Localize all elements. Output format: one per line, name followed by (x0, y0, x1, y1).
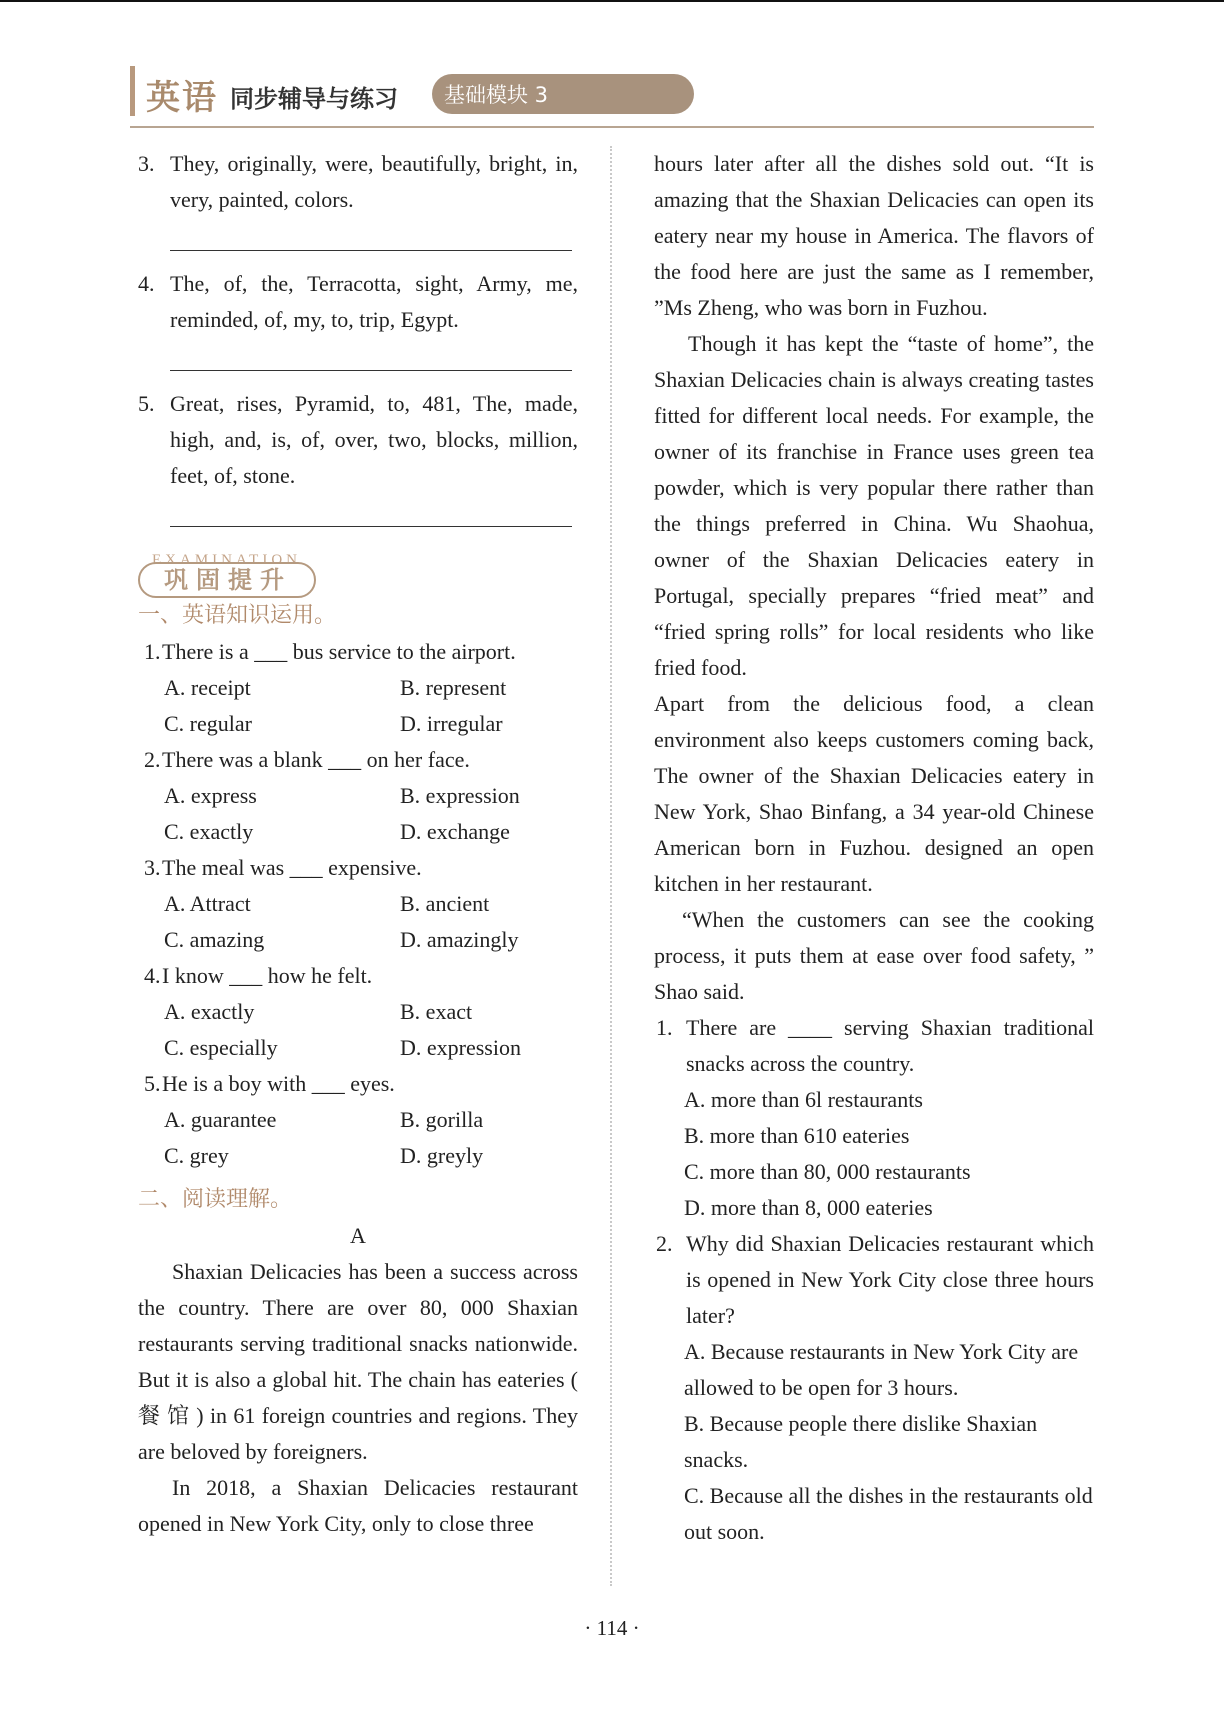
passage-label: A (350, 1223, 366, 1248)
header-accent-bar (130, 66, 135, 116)
section-2-title: 二、阅读理解。 (138, 1187, 293, 1212)
option-a[interactable]: A. receipt (164, 675, 251, 700)
mc-question-5: 5. He is a boy with ___ eyes. (144, 1071, 395, 1096)
examination-title: 巩固提升 (164, 566, 292, 594)
header-rule (130, 126, 1094, 128)
option-b[interactable]: B. gorilla (400, 1107, 484, 1132)
reading-q2-option-a[interactable]: A. Because restaurants in New York City are allowed to be open for 3 hours. (684, 1339, 1079, 1400)
option-c[interactable]: C. especially (164, 1035, 278, 1060)
passage-paragraph-5: “When the customers can see the cooking process, it puts them at ease over food safety, ” Shao said. (654, 907, 1094, 1004)
option-c[interactable]: C. exactly (164, 819, 254, 844)
option-d[interactable]: D. expression (400, 1035, 521, 1060)
reading-q1-option-b[interactable]: B. more than 610 eateries (684, 1123, 910, 1148)
page-number: · 114 · (584, 1616, 640, 1640)
option-a[interactable]: A. Attract (164, 891, 251, 916)
right-column (654, 146, 1094, 1550)
column-divider (610, 146, 612, 1586)
top-border (0, 0, 1224, 2)
option-d[interactable]: D. amazingly (400, 927, 519, 952)
option-b[interactable]: B. exact (400, 999, 473, 1024)
option-c[interactable]: C. amazing (164, 927, 265, 952)
option-b[interactable]: B. expression (400, 783, 520, 808)
reading-q1-option-d[interactable]: D. more than 8, 000 eateries (684, 1195, 933, 1220)
ordering-item-4: 4. The, of, the, Terracotta, sight, Army, me, reminded, of, my, to, trip, Egypt. (138, 271, 578, 332)
option-d[interactable]: D. exchange (400, 819, 510, 844)
option-a[interactable]: A. exactly (164, 999, 255, 1024)
passage-paragraph-4: Apart from the delicious food, a clean environment also keeps customers coming back, The owner of the Shaxian Delicacies eatery in New York, Shao Binfang, a 34 year-old Chinese American born in Fuzhou. designed an open kitchen in her restaurant. (654, 691, 1094, 896)
reading-q2-option-c[interactable]: C. Because all the dishes in the restaurants old out soon. (684, 1483, 1093, 1544)
passage-paragraph-2-end: hours later after all the dishes sold out. “It is amazing that the Shaxian Delicacies can open its eatery near my house in America. The flavors of the food here are just the same as I remember, ”Ms Zheng, who was born in Fuzhou. (654, 151, 1094, 320)
option-d[interactable]: D. greyly (400, 1143, 484, 1168)
header-subject: 英语 (146, 78, 218, 118)
mc-options-1 (138, 670, 578, 742)
mc-options-5 (138, 1102, 578, 1174)
mc-question-4: 4. I know ___ how he felt. (144, 963, 373, 988)
reading-question-2: 2. Why did Shaxian Delicacies restaurant which is opened in New York City close three hours later? (656, 1231, 1094, 1328)
header-badge: 基础模块 3 (432, 74, 694, 114)
reading-q2-option-b[interactable]: B. Because people there dislike Shaxian snacks. (684, 1411, 1038, 1472)
answer-line-5[interactable] (138, 496, 578, 532)
examination-label: EXAMINATION (152, 552, 301, 568)
passage-paragraph-3: Though it has kept the “taste of home”, the Shaxian Delicacies chain is always creating tastes fitted for different local needs. For example, the owner of its franchise in France uses green tea powder, which is very popular there rather than the things preferred in China. Wu Shaohua, owner of the Shaxian Delicacies eatery in Portugal, specially prepares “fried meat” and “fried spring rolls” for local residents who like fried food. (654, 331, 1094, 680)
answer-line-3[interactable] (138, 220, 578, 256)
passage-paragraph-2-start: In 2018, a Shaxian Delicacies restaurant opened in New York City, only to close three (138, 1475, 578, 1536)
mc-options-4 (138, 994, 578, 1066)
answer-line-4[interactable] (138, 340, 578, 376)
ordering-item-5: 5. Great, rises, Pyramid, to, 481, The, made, high, and, is, of, over, two, blocks, million, feet, of, stone. (138, 391, 578, 488)
header-title: 同步辅导与练习 (230, 85, 398, 113)
option-c[interactable]: C. regular (164, 711, 252, 736)
mc-question-1: 1. There is a ___ bus service to the airport. (144, 639, 516, 664)
option-b[interactable]: B. represent (400, 675, 507, 700)
section-1-title: 一、英语知识运用。 (138, 603, 337, 628)
mc-question-2: 2. There was a blank ___ on her face. (144, 747, 470, 772)
reading-question-1: 1. There are ____ serving Shaxian traditional snacks across the country. (656, 1015, 1094, 1076)
option-b[interactable]: B. ancient (400, 891, 490, 916)
ordering-item-3: 3. They, originally, were, beautifully, bright, in, very, painted, colors. (138, 151, 578, 212)
option-a[interactable]: A. guarantee (164, 1107, 277, 1132)
left-column (138, 146, 578, 1542)
reading-q1-option-c[interactable]: C. more than 80, 000 restaurants (684, 1159, 971, 1184)
mc-options-2 (138, 778, 578, 850)
reading-q1-option-a[interactable]: A. more than 6l restaurants (684, 1087, 923, 1112)
examination-banner (138, 542, 578, 632)
option-d[interactable]: D. irregular (400, 711, 503, 736)
mc-options-3 (138, 886, 578, 958)
passage-paragraph-1: Shaxian Delicacies has been a success across the country. There are over 80, 000 Shaxian restaurants serving traditional snacks nationwide. But it is also a global hit. The chain has eateries ( 餐 馆 ) in 61 foreign countries and regions. They are beloved by foreigners. (138, 1259, 578, 1464)
option-a[interactable]: A. express (164, 783, 257, 808)
mc-question-3: 3. The meal was ___ expensive. (144, 855, 422, 880)
option-c[interactable]: C. grey (164, 1143, 229, 1168)
